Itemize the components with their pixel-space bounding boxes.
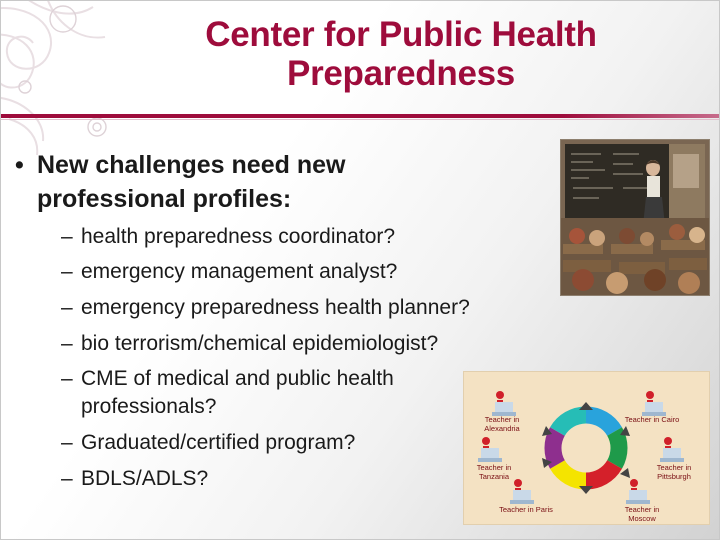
dash-marker-icon: –: [61, 260, 73, 284]
list-item: [15, 330, 575, 358]
diagram-label: Teacher in Tanzania: [476, 463, 512, 481]
sub-bullet-text: health preparedness coordinator?: [81, 224, 396, 248]
sub-bullet-text: Graduated/certified program?: [81, 430, 356, 454]
dash-marker-icon: –: [61, 224, 73, 248]
dash-marker-icon: –: [61, 331, 73, 355]
list-item: [15, 258, 575, 286]
classroom-photo: [560, 139, 710, 296]
sub-bullet-text: emergency preparedness health planner?: [81, 295, 470, 319]
title-divider: [1, 114, 720, 118]
dash-marker-icon: –: [61, 295, 73, 319]
dash-marker-icon: –: [61, 367, 73, 391]
diagram-label: Teacher in Pittsburgh: [656, 463, 692, 481]
list-item: [15, 294, 575, 322]
diagram-label: Teacher in Cairo: [624, 415, 680, 424]
bullet-text: New challenges need new professional profiles:: [37, 151, 346, 213]
sub-bullet-text: emergency management analyst?: [81, 260, 398, 284]
title-area: [1, 15, 720, 113]
diagram-label: Teacher in Paris: [499, 505, 553, 514]
list-item: [15, 223, 575, 251]
sub-bullet-text: bio terrorism/chemical epidemiologist?: [81, 331, 439, 355]
page-title: Center for Public Health Preparedness: [205, 15, 597, 94]
sub-bullet-text: BDLS/ADLS?: [81, 466, 209, 490]
list-item: [15, 149, 575, 217]
title-divider-thin: [1, 119, 720, 120]
dash-marker-icon: –: [61, 466, 73, 490]
diagram-label: Teacher in Alexandria: [484, 415, 520, 433]
sub-bullet-text: CME of medical and public health professionals?: [81, 367, 394, 419]
diagram-label: Teacher in Moscow: [624, 505, 660, 523]
bullet-dot-icon: •: [15, 151, 24, 179]
dash-marker-icon: –: [61, 430, 73, 454]
teacher-network-diagram: [463, 371, 710, 525]
